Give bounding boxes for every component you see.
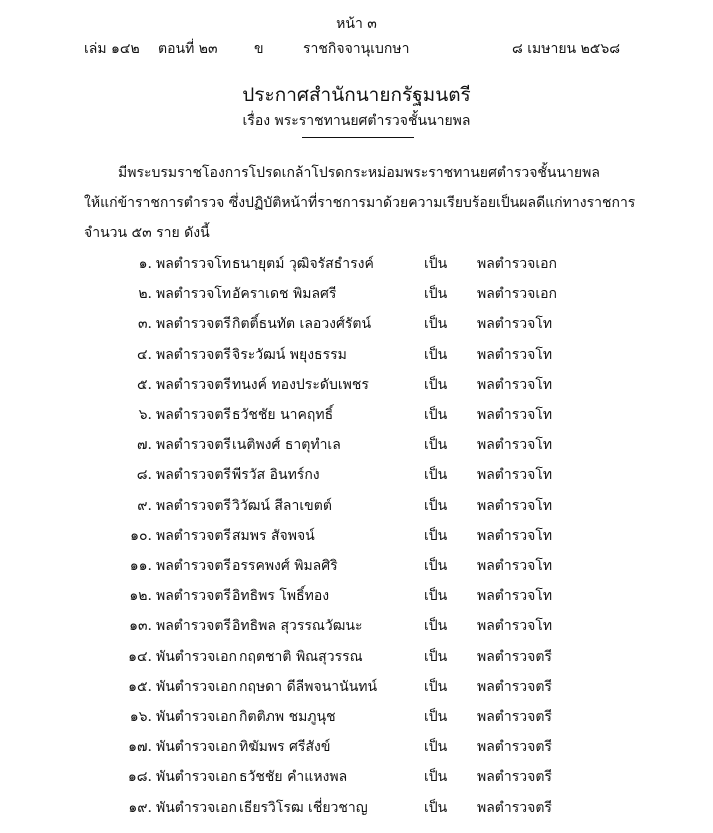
entry-current-rank: พลตำรวจตรี	[156, 618, 231, 635]
list-item	[0, 495, 713, 517]
entry-current-rank: พลตำรวจตรี	[156, 346, 231, 363]
entry-current-rank: พลตำรวจตรี	[156, 376, 231, 393]
volume-label: เล่ม ๑๔๒	[84, 41, 140, 57]
entry-name: อิทธิพร โพธิ์ทอง	[232, 588, 330, 605]
announcement-subject: เรื่อง พระราชทานยศตำรวจชั้นนายพล	[242, 113, 471, 129]
entry-new-rank: พลตำรวจตรี	[477, 678, 552, 695]
entry-name: ธนายุตม์ วุฒิจรัสธำรงค์	[232, 256, 374, 272]
entry-verb: เป็น	[424, 256, 448, 272]
entry-current-rank: พลตำรวจตรี	[156, 467, 231, 484]
list-item	[0, 344, 713, 366]
entry-current-rank: พลตำรวจโท	[156, 286, 232, 303]
entry-new-rank: พลตำรวจโท	[477, 437, 553, 454]
entry-current-rank: พลตำรวจโท	[156, 256, 232, 272]
entry-new-rank: พลตำรวจโท	[477, 588, 553, 605]
list-item	[0, 766, 713, 788]
entry-new-rank: พลตำรวจเอก	[477, 256, 558, 272]
gazette-date: ๘ เมษายน ๒๕๖๘	[512, 41, 621, 57]
list-item	[0, 374, 713, 396]
entry-verb: เป็น	[424, 709, 448, 725]
entry-number: ๘.	[136, 467, 152, 484]
entry-verb: เป็น	[424, 497, 448, 514]
entry-number: ๑๒.	[129, 588, 152, 605]
entry-new-rank: พลตำรวจตรี	[477, 709, 552, 725]
body-line-3: จำนวน ๕๓ ราย ดังนี้	[84, 225, 210, 241]
entry-name: พีรวัส อินทร์กง	[232, 467, 320, 484]
list-item	[0, 464, 713, 486]
entry-verb: เป็น	[424, 618, 448, 635]
list-item	[0, 615, 713, 637]
entry-name: อัคราเดช พิมลศรี	[232, 286, 337, 303]
entry-name: ธวัชชัย นาคฤทธิ์	[232, 407, 334, 423]
list-item	[0, 404, 713, 426]
entry-verb: เป็น	[424, 316, 448, 333]
entry-name: กฤตชาติ พิณสุวรรณ	[239, 648, 363, 665]
list-item	[0, 253, 713, 275]
entry-number: ๑.	[138, 256, 152, 272]
entry-number: ๑๗.	[128, 739, 152, 756]
entry-name: จิระวัฒน์ พยุงธรรม	[232, 346, 347, 363]
list-item	[0, 434, 713, 456]
entry-name: วิวัฒน์ สีลาเขตต์	[232, 497, 332, 514]
entry-verb: เป็น	[424, 437, 448, 454]
entry-new-rank: พลตำรวจตรี	[477, 739, 552, 756]
entry-verb: เป็น	[424, 467, 448, 484]
list-item	[0, 736, 713, 758]
entry-new-rank: พลตำรวจโท	[477, 376, 553, 393]
entry-name: เธียรวิโรฒ เชี่ยวชาญ	[239, 799, 368, 816]
entry-number: ๖.	[138, 407, 152, 423]
entry-current-rank: พันตำรวจเอก	[156, 799, 238, 816]
entry-name: อรรคพงศ์ พิมลศิริ	[232, 558, 338, 574]
entry-new-rank: พลตำรวจโท	[477, 346, 553, 363]
entry-name: ทนงค์ ทองประดับเพชร	[232, 376, 369, 393]
entry-name: กิตติ์ธนทัต เลอวงศ์รัตน์	[232, 316, 372, 333]
entry-number: ๔.	[136, 346, 152, 363]
entry-verb: เป็น	[424, 769, 448, 786]
entry-current-rank: พลตำรวจตรี	[156, 497, 231, 514]
entry-new-rank: พลตำรวจโท	[477, 527, 553, 544]
entry-new-rank: พลตำรวจโท	[477, 407, 553, 423]
list-item	[0, 646, 713, 668]
entry-name: สมพร สัจพจน์	[232, 527, 315, 544]
entry-name: กิตติภพ ชมภูนุช	[239, 709, 336, 725]
list-item	[0, 797, 713, 819]
entry-number: ๑๕.	[128, 678, 152, 695]
entry-current-rank: พันตำรวจเอก	[156, 709, 238, 725]
entry-number: ๒.	[138, 286, 152, 303]
entry-verb: เป็น	[424, 648, 448, 665]
entry-new-rank: พลตำรวจเอก	[477, 286, 558, 303]
entry-verb: เป็น	[424, 678, 448, 695]
entry-verb: เป็น	[424, 588, 448, 605]
entry-current-rank: พลตำรวจตรี	[156, 437, 231, 454]
entry-verb: เป็น	[424, 407, 448, 423]
entry-current-rank: พันตำรวจเอก	[156, 769, 238, 786]
entry-number: ๑๓.	[129, 618, 152, 635]
entry-current-rank: พลตำรวจตรี	[156, 558, 231, 574]
entry-current-rank: พันตำรวจเอก	[156, 739, 238, 756]
entry-current-rank: พันตำรวจเอก	[156, 678, 238, 695]
entry-current-rank: พลตำรวจตรี	[156, 527, 231, 544]
gazette-name: ราชกิจจานุเบกษา	[303, 41, 410, 57]
entry-name: อิทธิพล สุวรรณวัฒนะ	[232, 618, 363, 635]
entry-new-rank: พลตำรวจโท	[477, 558, 553, 574]
entry-current-rank: พลตำรวจตรี	[156, 588, 231, 605]
entry-number: ๑๙.	[128, 799, 152, 816]
entry-number: ๑๖.	[129, 709, 152, 725]
entry-name: ธวัชชัย คำแหงพล	[239, 769, 348, 786]
entry-name: ทิฆัมพร ศรีสังข์	[239, 739, 331, 756]
list-item	[0, 283, 713, 305]
body-line-1: มีพระบรมราชโองการโปรดเกล้าโปรดกระหม่อมพระราชทานยศตำรวจชั้นนายพล	[118, 165, 600, 181]
list-item	[0, 313, 713, 335]
entry-verb: เป็น	[424, 558, 448, 574]
entry-verb: เป็น	[424, 527, 448, 544]
entry-verb: เป็น	[424, 346, 448, 363]
entry-number: ๑๐.	[130, 527, 152, 544]
entry-verb: เป็น	[424, 739, 448, 756]
entry-verb: เป็น	[424, 376, 448, 393]
title-divider	[302, 137, 414, 138]
entry-number: ๗.	[137, 437, 152, 454]
entry-number: ๕.	[136, 376, 152, 393]
entry-name: เนติพงศ์ ธาตุทำเล	[232, 437, 341, 454]
list-item	[0, 676, 713, 698]
section-label: ข	[254, 41, 264, 57]
entry-new-rank: พลตำรวจตรี	[477, 648, 552, 665]
entry-new-rank: พลตำรวจตรี	[477, 769, 552, 786]
list-item	[0, 555, 713, 577]
entry-new-rank: พลตำรวจตรี	[477, 799, 552, 816]
entry-current-rank: พลตำรวจตรี	[156, 316, 231, 333]
entry-verb: เป็น	[424, 799, 448, 816]
page-number: หน้า ๓	[336, 16, 377, 32]
entry-current-rank: พลตำรวจตรี	[156, 407, 231, 423]
entry-number: ๑๑.	[129, 558, 152, 574]
entry-new-rank: พลตำรวจโท	[477, 467, 553, 484]
entry-name: กฤษดา ดีลีพจนานันทน์	[239, 678, 378, 695]
body-line-2: ให้แก่ข้าราชการตำรวจ ซึ่งปฏิบัติหน้าที่ราชการมาด้วยความเรียบร้อยเป็นผลดีแก่ทางราชการ	[84, 195, 636, 211]
announcement-title: ประกาศสำนักนายกรัฐมนตรี	[242, 84, 471, 106]
entry-new-rank: พลตำรวจโท	[477, 618, 553, 635]
entry-number: ๑๔.	[128, 648, 152, 665]
issue-label: ตอนที่ ๒๓	[158, 41, 218, 57]
entry-current-rank: พันตำรวจเอก	[156, 648, 238, 665]
entry-verb: เป็น	[424, 286, 448, 303]
entry-new-rank: พลตำรวจโท	[477, 497, 553, 514]
entry-number: ๑๘.	[127, 769, 152, 786]
entry-number: ๓.	[137, 316, 152, 333]
entry-number: ๙.	[137, 497, 152, 514]
list-item	[0, 525, 713, 547]
list-item	[0, 585, 713, 607]
entry-new-rank: พลตำรวจโท	[477, 316, 553, 333]
list-item	[0, 706, 713, 728]
